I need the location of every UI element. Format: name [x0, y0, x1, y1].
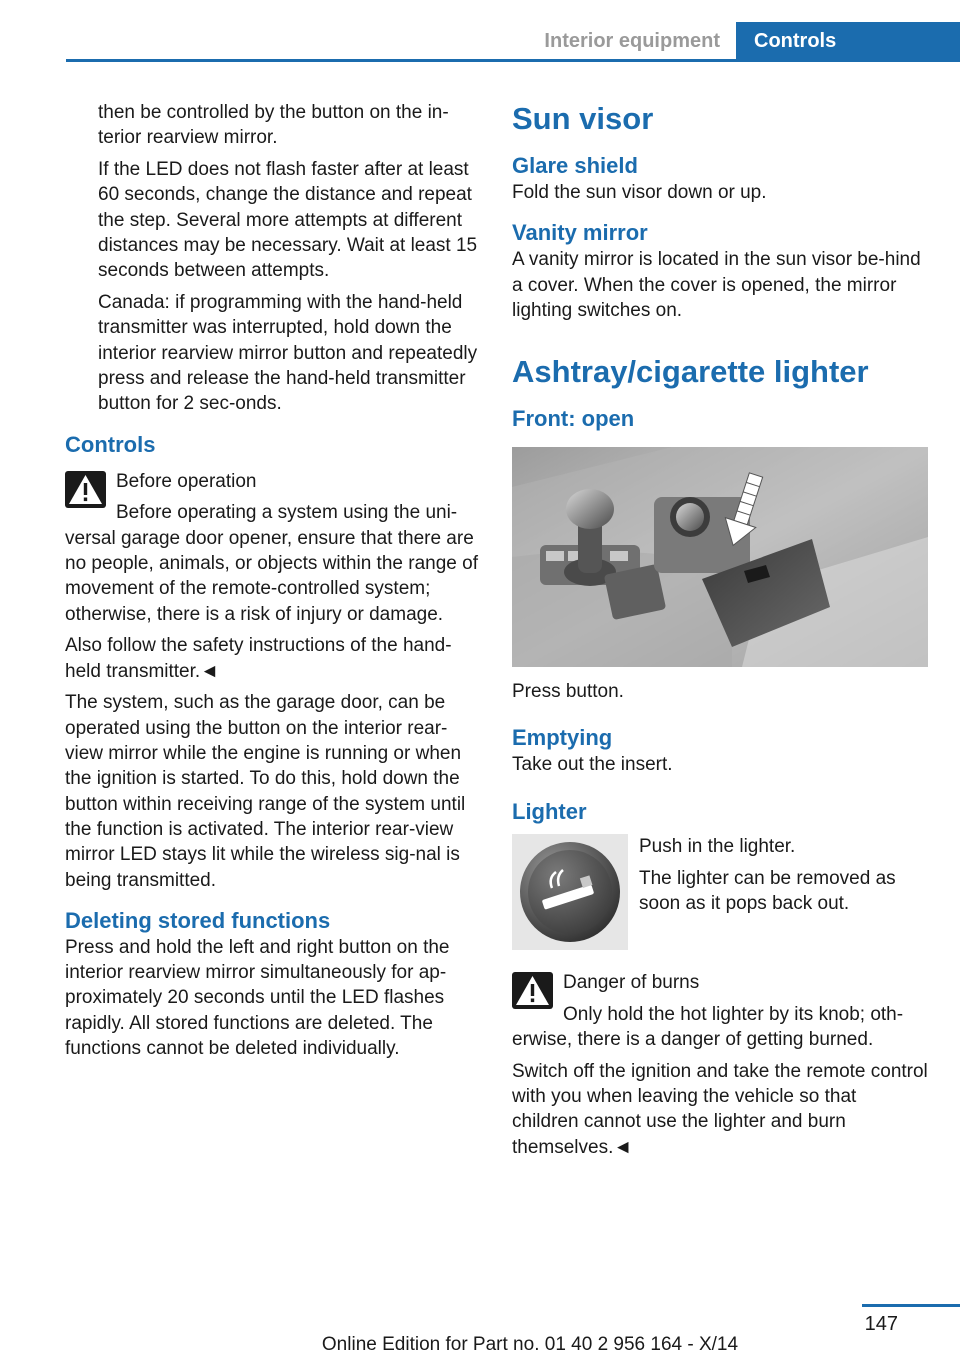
paragraph: Press button. — [512, 681, 624, 703]
deleting-heading: Deleting stored functions — [65, 907, 331, 933]
page-number: 147 — [864, 1313, 898, 1335]
warning-triangle-icon — [512, 972, 553, 1009]
emptying-heading: Emptying — [512, 725, 613, 751]
paragraph: then be controlled by the button on the in-terior rearview mirror. — [98, 102, 449, 149]
ashtray-heading: Ashtray/cigarette lighter — [512, 354, 869, 390]
paragraph: If the LED does not flash faster after at least 60 seconds, change the distance and repeat the step. Several more attempts at different distances may be necessary. Wait at least 15 seconds between attempts. — [98, 159, 478, 282]
right-column — [512, 100, 928, 1166]
paragraph: Push in the lighter. — [639, 835, 796, 857]
warning-triangle-icon — [65, 471, 106, 508]
header-chapter-tab: Controls — [736, 22, 960, 62]
warning-block — [512, 970, 928, 995]
ashtray-console-image — [512, 447, 928, 667]
cigarette-lighter-image — [512, 834, 628, 950]
paragraph: Also follow the safety instructions of the hand-held transmitter.◄ — [65, 635, 452, 682]
left-column — [65, 100, 480, 1068]
paragraph: The system, such as the garage door, can be operated using the button on the interior rear-view mirror while the engine is running or when the ignition is started. To do this, hold down the button within receiving range of the system until the function is activated. The interior rear-view mirror LED stays lit while the wireless sig-nal is being transmitted. — [65, 692, 466, 891]
paragraph: Take out the insert. — [512, 754, 673, 776]
paragraph: The lighter can be removed as soon as it pops back out. — [639, 867, 896, 914]
glare-shield-heading: Glare shield — [512, 153, 638, 178]
lighter-heading: Lighter — [512, 798, 587, 824]
controls-heading: Controls — [65, 431, 156, 457]
footer-rule — [862, 1304, 960, 1307]
paragraph: Press and hold the left and right button on the interior rearview mirror simultaneously for ap-proximately 20 seconds until the LED flashes rapidly. All stored functions are deleted. The functions cannot be deleted individually. — [65, 936, 450, 1059]
edition-footer: Online Edition for Part no. 01 40 2 956 164 - X/14 — [321, 1334, 739, 1355]
sun-visor-heading: Sun visor — [512, 101, 654, 136]
paragraph: Canada: if programming with the hand-held transmitter was interrupted, hold down the interior rearview mirror button and repeatedly press and release the hand-held transmitter button for 2 sec-onds. — [98, 292, 478, 415]
lighter-block — [512, 834, 928, 952]
warning-text: Only hold the hot lighter by its knob; oth-erwise, there is a danger of getting burned. — [512, 1003, 904, 1050]
front-open-heading: Front: open — [512, 406, 635, 432]
warning-text: Before operating a system using the uni-versal garage door opener, ensure that there are no people, animals, or objects within the range of movement of the remote-controlled system; otherwise, there is a risk of injury or damage. — [65, 502, 478, 625]
header-section-title: Interior equipment — [544, 30, 720, 52]
vanity-mirror-heading: Vanity mirror — [512, 220, 648, 246]
paragraph: A vanity mirror is located in the sun visor be-hind a cover. When the cover is opened, the mirror lighting switches on. — [512, 249, 921, 321]
warning-title: Danger of burns — [563, 971, 700, 993]
warning-title: Before operation — [116, 470, 257, 492]
warning-block — [65, 469, 480, 494]
paragraph: Switch off the ignition and take the remote control with you when leaving the vehicle so that children cannot use the lighter and burn themselves.◄ — [512, 1060, 928, 1158]
page-header — [66, 22, 960, 62]
paragraph: Fold the sun visor down or up. — [512, 182, 767, 203]
